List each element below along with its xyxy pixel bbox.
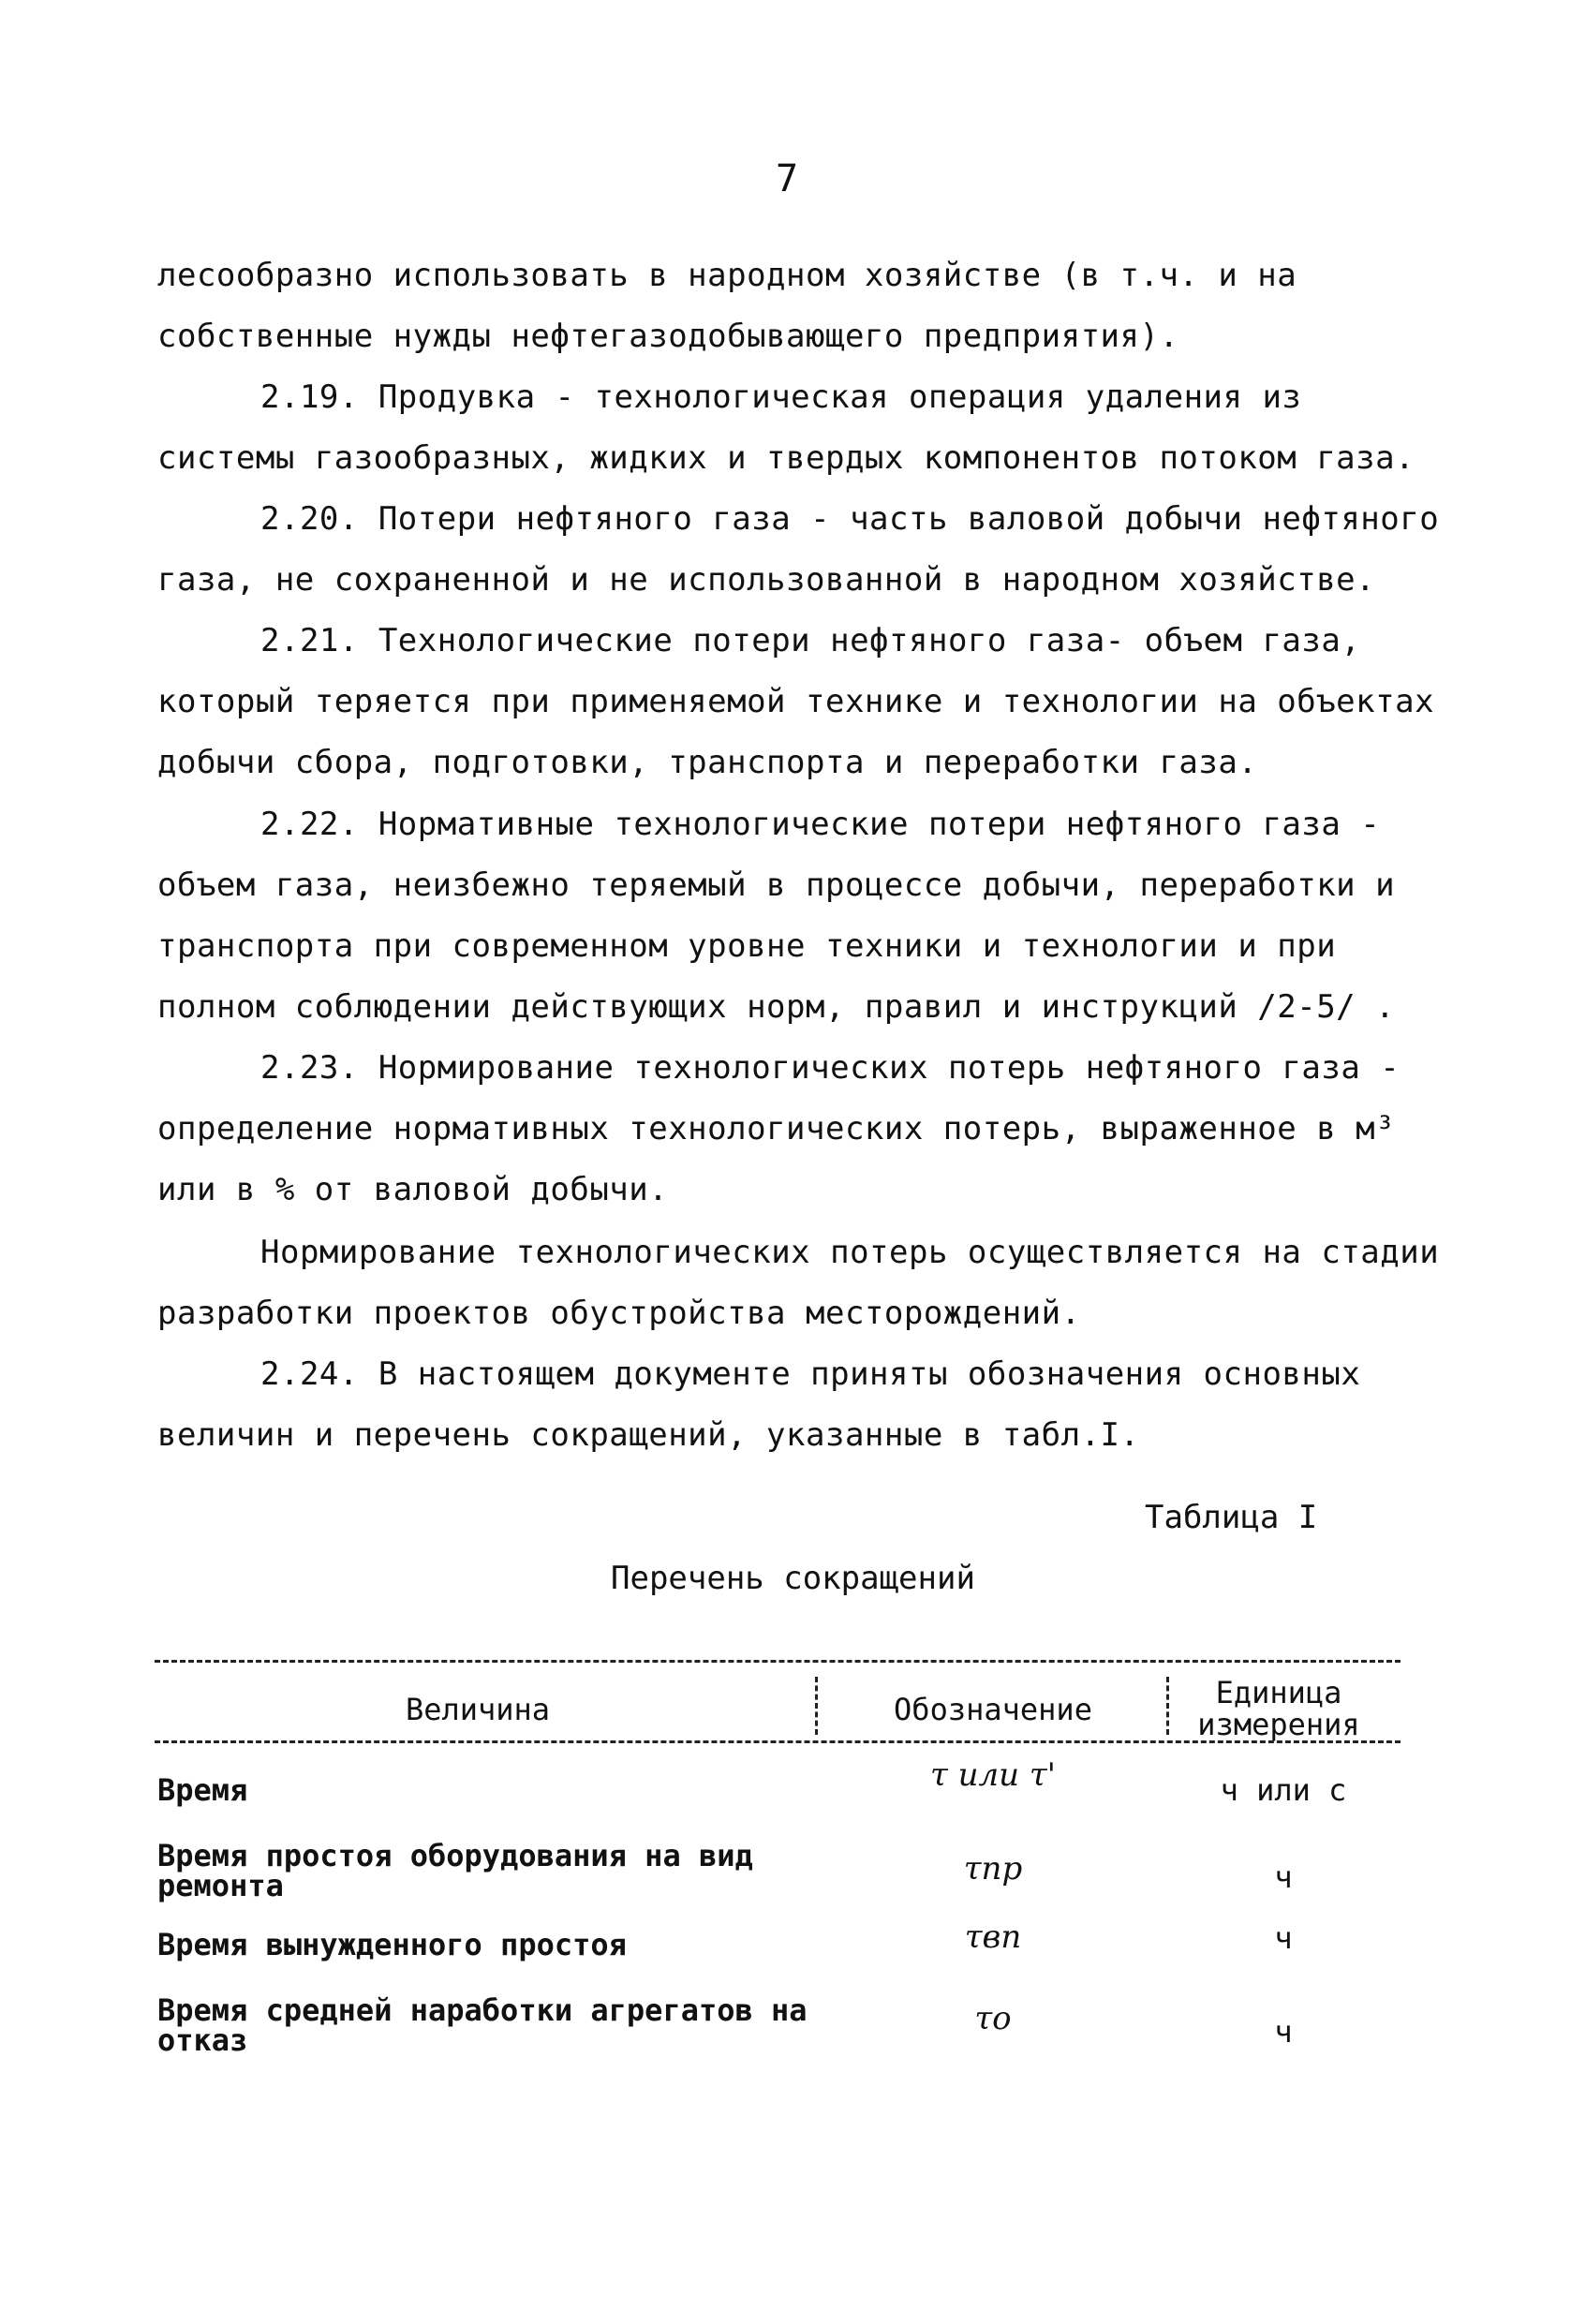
row-symbol: τвп (964, 1918, 1022, 1956)
paragraph-normirovanie: Нормирование технологических потерь осуществляется на стадии разработки проектов обустройства месторождений. (157, 1234, 1440, 1332)
page-number: 7 (776, 157, 799, 200)
paragraph-2-20: 2.20. Потери нефтяного газа - часть валовой добычи нефтяного газа, не сохраненной и не использованной в народном хозяйстве. (157, 500, 1440, 599)
row-name: Время средней наработки агрегатов на отказ (157, 1992, 808, 2058)
paragraph-2-23: 2.23. Нормирование технологических потерь нефтяного газа - определение нормативных технологических потерь, выраженное в м³ или в % от валовой добычи. (157, 1049, 1401, 1208)
row-name: Время простоя оборудования на вид ремонта (157, 1838, 753, 1903)
column-divider (1166, 1677, 1169, 1735)
header-unit-line1: Единица (1215, 1675, 1342, 1710)
row-symbol: τ или τ' (929, 1756, 1057, 1794)
row-symbol: τпр (963, 1850, 1023, 1887)
paragraph-2-22: 2.22. Нормативные технологические потери нефтяного газа - объем газа, неизбежно теряемый в процессе добычи, переработки и транспорта при современном уровне техники и технологии и при полном соблюдении действующих норм, правил и инструкций /2-5/ . (157, 806, 1396, 1026)
header-symbol: Обозначение (894, 1692, 1092, 1727)
row-unit: ч (1274, 2014, 1293, 2050)
row-unit: ч (1274, 1920, 1293, 1956)
row-name: Время (157, 1772, 248, 1808)
paragraph-2-19: 2.19. Продувка - технологическая операция удаления из системы газообразных, жидких и твердых компонентов потоком газа. (157, 378, 1415, 477)
paragraph-2-21: 2.21. Технологические потери нефтяного газа- объем газа, который теряется при применяемой технике и технологии на объектах добычи сбора, подготовки, транспорта и переработки газа. (157, 622, 1435, 781)
table-top-rule (155, 1660, 1401, 1663)
row-unit: ч (1274, 1859, 1293, 1895)
paragraph-2-24: 2.24. В настоящем документе приняты обозначения основных величин и перечень сокращений, указанные в табл.I. (157, 1355, 1361, 1454)
header-unit-line2: измерения (1197, 1707, 1360, 1742)
paragraph-continuation: лесообразно использовать в народном хозяйстве (в т.ч. и на собственные нужды нефтегазодобывающего предприятия). (157, 257, 1297, 355)
column-divider (815, 1677, 818, 1735)
table-title: Перечень сокращений (611, 1560, 975, 1597)
row-unit: ч или с (1220, 1772, 1347, 1808)
header-name: Величина (405, 1692, 551, 1727)
table-caption: Таблица I (1145, 1499, 1318, 1536)
row-name: Время вынужденного простоя (157, 1927, 627, 1962)
row-symbol: τо (974, 2000, 1012, 2037)
